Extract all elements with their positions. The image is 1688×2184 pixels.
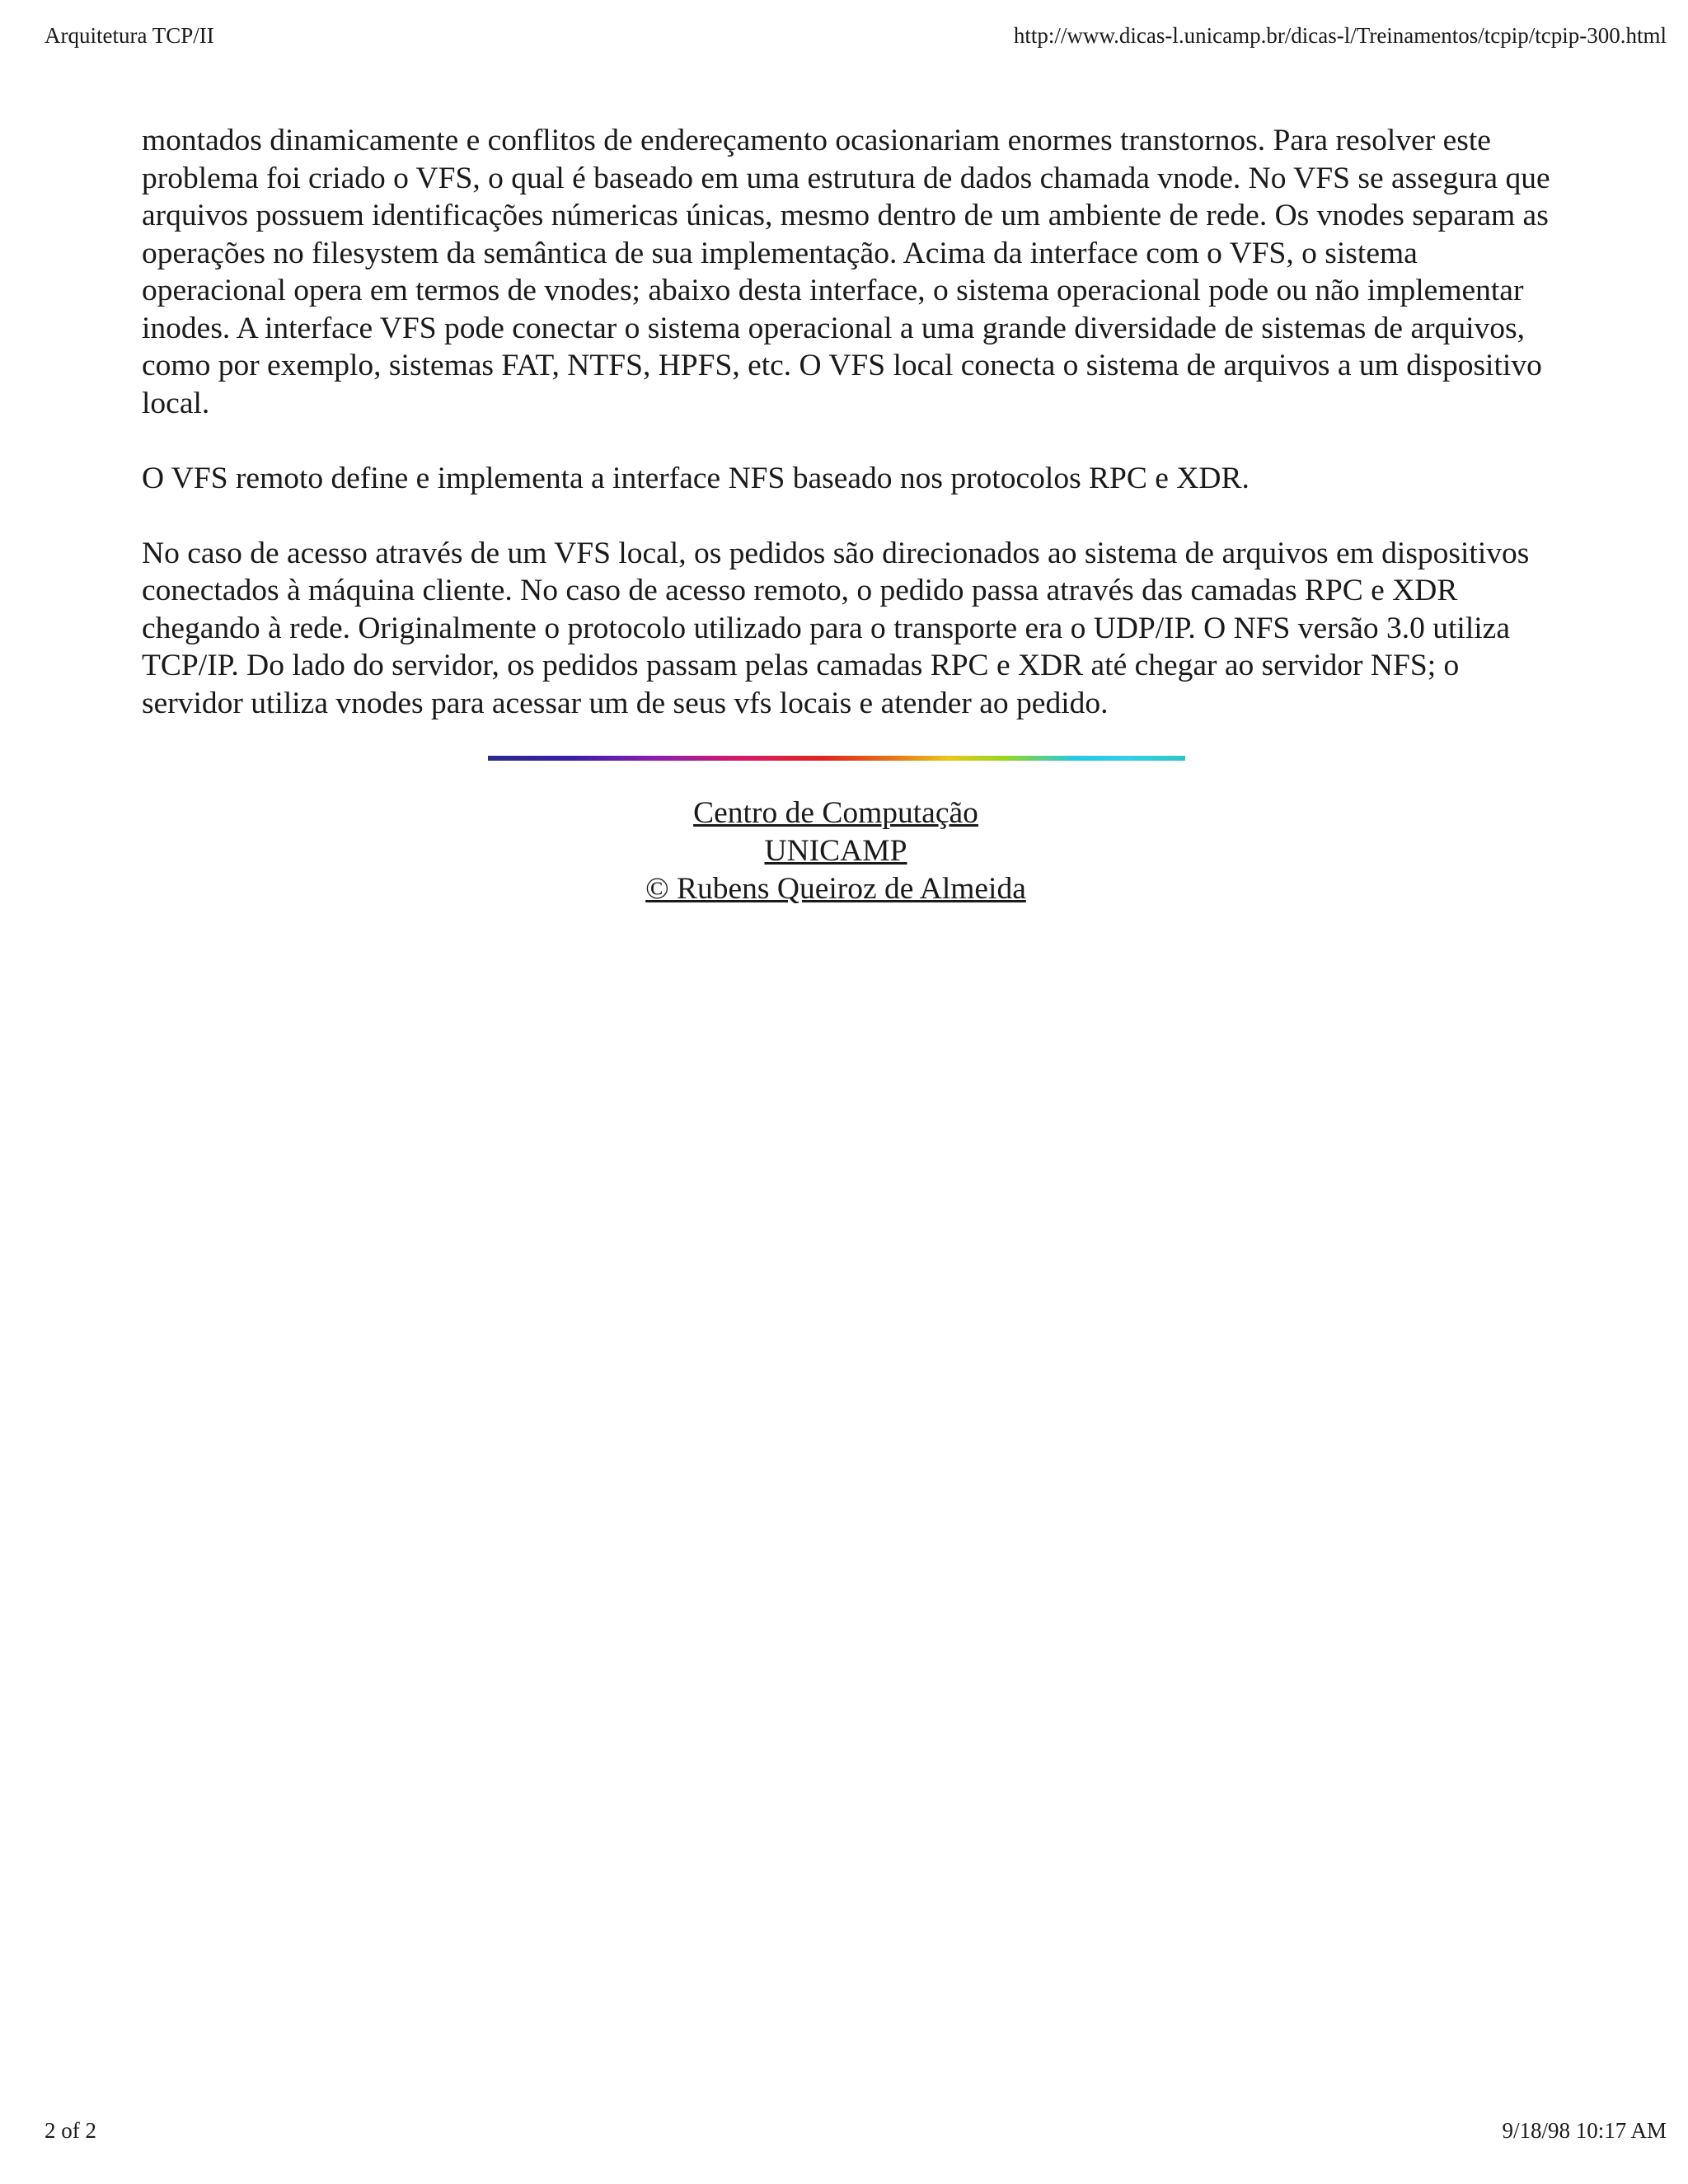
print-footer — [45, 2116, 1667, 2144]
link-unicamp[interactable]: UNICAMP — [764, 834, 907, 868]
print-datetime: 9/18/98 10:17 AM — [1502, 2118, 1667, 2143]
paragraph-access: No caso de acesso através de um VFS local, os pedidos são direcionados ao sistema de arquivos em dispositivos conectados à máquina cliente. No caso de acesso remoto, o pedido passa através das camadas RPC e XDR chegando à rede. Originalmente o protocolo utilizado para o transporte era o UDP/IP. O NFS versão 3.0 utiliza TCP/IP. Do lado do servidor, os pedidos passam pelas camadas RPC e XDR até chegar ao servidor NFS; o servidor utiliza vnodes para acessar um de seus vfs locais e atender ao pedido. — [142, 536, 1530, 720]
footer-links — [0, 794, 1672, 908]
page-number: 2 of 2 — [45, 2118, 96, 2143]
page-url: http://www.dicas-l.unicamp.br/dicas-l/Treinamentos/tcpip/tcpip-300.html — [1013, 23, 1667, 48]
link-author[interactable]: © Rubens Queiroz de Almeida — [645, 872, 1026, 906]
article-body — [142, 122, 1559, 760]
link-centro-computacao[interactable]: Centro de Computação — [693, 796, 978, 830]
page-title: Arquitetura TCP/II — [45, 23, 214, 48]
rainbow-divider — [488, 756, 1185, 761]
paragraph-vfs: montados dinamicamente e conflitos de endereçamento ocasionariam enormes transtornos. Para resolver este problema foi criado o VFS, o qual é baseado em uma estrutura de dados chamada vnode. No VFS se assegura que arquivos possuem identificações númericas únicas, mesmo dentro de um ambiente de rede. Os vnodes separam as operações no filesystem da semântica de sua implementação. Acima da interface com o VFS, o sistema operacional opera em termos de vnodes; abaixo desta interface, o sistema operacional pode ou não implementar inodes. A interface VFS pode conectar o sistema operacional a uma grande diversidade de sistemas de arquivos, como por exemplo, sistemas FAT, NTFS, HPFS, etc. O VFS local conecta o sistema de arquivos a um dispositivo local. — [142, 124, 1550, 420]
print-header — [45, 21, 1667, 49]
paragraph-vfs-remote: O VFS remoto define e implementa a interface NFS baseado nos protocolos RPC e XDR. — [142, 461, 1250, 495]
